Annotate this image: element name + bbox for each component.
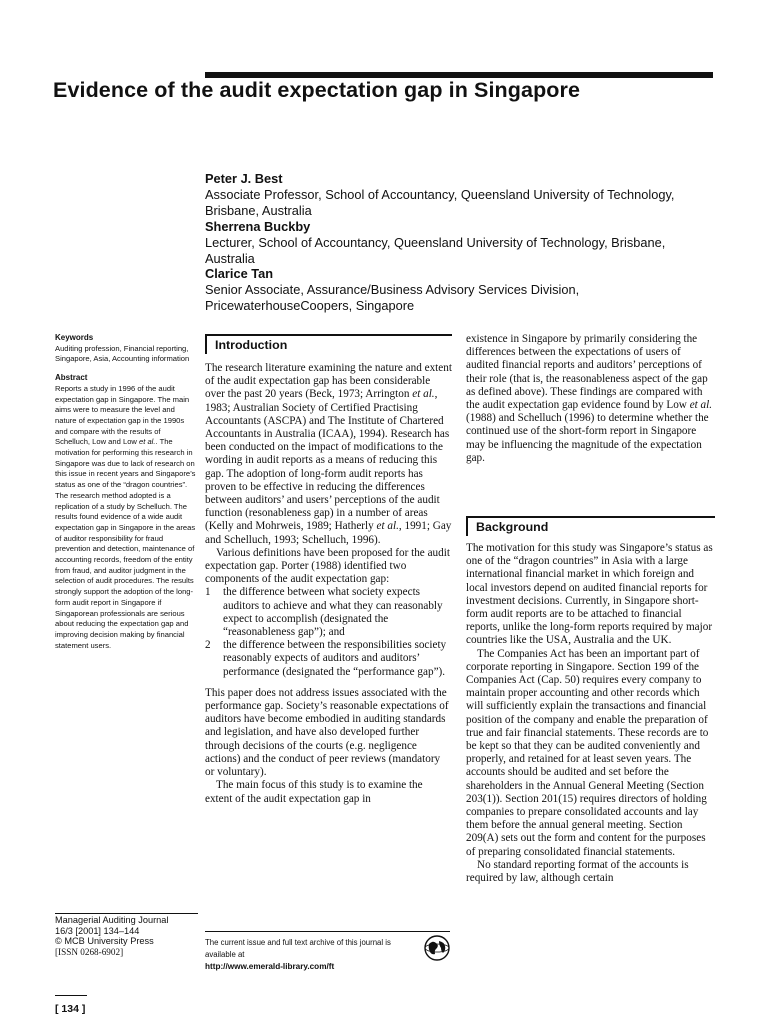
keywords-text: Auditing profession, Financial reporting, Singapore, Asia, Accounting information [55, 343, 190, 364]
journal-rule [55, 913, 198, 914]
background-heading: Background [466, 516, 715, 536]
page-rule [55, 995, 87, 996]
journal-name: Managerial Auditing Journal [55, 915, 169, 925]
author-block [205, 171, 710, 314]
paragraph: The Companies Act has been an important part of corporate reporting in Singapore. Section 199 of the Companies Act (Cap. 50) requires every company to maintain proper accounting and other records which will sufficiently explain the transactions and financial position of the company and enable the preparation of true and fair financial statements. These records are to be kept so that they can be audited conveniently and properly, and retained for at least seven years. The accounts should be audited and set before the shareholders in the Annual General Meeting (Section 203(1)). Section 201(15) requires directors of holding companies to prepare consolidated accounts and lay them before the annual general meeting. Section 209(A) sets out the form and content for the purposes of preparing consolidated financial statements. [466, 647, 709, 858]
author-affiliation: Associate Professor, School of Accountancy, Queensland University of Technology, Brisbane, Australia [205, 186, 675, 218]
journal-issue: 16/3 [2001] 134–144 [55, 925, 140, 936]
paragraph: This paper does not address issues associated with the performance gap. Society’s reasonable expectations of auditors have become embodied in auditing standards and legislation, and have also developed further through decisions of the courts (e.g. negligence actions) and the conduct of peer reviews (mandatory or voluntary). [205, 686, 449, 779]
paragraph: No standard reporting format of the accounts is required by law, although certain [466, 858, 689, 885]
author-affiliation: Lecturer, School of Accountancy, Queensland University of Technology, Brisbane, Australia [205, 234, 666, 266]
paragraph: The main focus of this study is to examine the extent of the audit expectation gap in [205, 779, 423, 805]
column-left [205, 362, 452, 806]
abstract-heading: Abstract [55, 373, 88, 383]
paragraph: Various definitions have been proposed for the audit expectation gap. Porter (1988) identified two components of the audit expectation gap: [205, 546, 450, 586]
sidebar [55, 333, 197, 651]
author-name: Clarice Tan [205, 266, 274, 282]
column-right-lower [466, 542, 715, 885]
journal-info [55, 915, 200, 958]
list-item: 2 the difference between the responsibilities society reasonably expects of auditors and auditors’ performance (designated the “performance gap”). [205, 639, 447, 678]
keywords-heading: Keywords [55, 333, 94, 342]
footer-link[interactable]: http://www.emerald-library.com/ft [205, 962, 335, 972]
paper-title: Evidence of the audit expectation gap in Singapore [53, 78, 581, 102]
author-affiliation: Senior Associate, Assurance/Business Advisory Services Division, PricewaterhouseCoopers, Singapore [205, 282, 580, 314]
paragraph: The research literature examining the nature and extent of the audit expectation gap has been considerable over the past 20 years (Beck, 1973; Arrington et al., 1983; Australian Society of Certified Practising Accountants (ASCPA) and The Institute of Chartered Accountants in Australia (ICAA), 1994). Research has been conducted on the impact of modifications to the wording in audit reports as a means of reducing this gap. The adoption of long-form audit reports has proven to be effective in reducing the differences between auditors’ and users’ perceptions of the audit function (resonableness gap) in a number of areas (Kelly and Mohrweis, 1989; Hatherly et al., 1991; Gay and Schelluch, 1993; Schelluch, 1996). [205, 362, 452, 546]
globe-icon [424, 935, 450, 961]
abstract-text: Reports a study in 1996 of the audit expectation gap in Singapore. The main aims were to measure the level and nature of expectation gap in the 1990s and compare with the results of Schelluch, Low and Low et al.. The motivation for performing this research in Singapore was due to lack of research on this issue in recent years and Singapore’s status as one of the “dragon countries”. The research method adopted is a replication of a study by Schelluch. The results found evidence of a wide audit expectation gap in Singapore in the areas of auditor responsibility for fraud prevention and detection, maintenance of accounting records, freedom of the entity from fraud, and auditor judgment in the selection of audit procedures. The results strongly support the adoption of the long-form audit report in Singapore if Singaporean professionals are serious about reducing the expectation gap and improving decision making by financial statement users. [55, 383, 196, 650]
footer-note [205, 937, 420, 974]
author-name: Sherrena Buckby [205, 218, 311, 234]
paragraph: existence in Singapore by primarily considering the differences between the expectations of users of audited financial reports and auditors’ perceptions of their role (that is, the reasonableness aspect of the gap as defined above). These findings are compared with the audit expectation gap evidence found by Low et al. (1988) and Schelluch (1996) to determine whether the continued use of the short-form report in Singapore may be influencing the magnitude of the expectation gap. [466, 333, 713, 464]
page-number: [ 134 ] [55, 1003, 86, 1015]
author-name: Peter J. Best [205, 171, 283, 186]
introduction-heading: Introduction [205, 334, 452, 354]
paragraph: The motivation for this study was Singapore’s status as one of the “dragon countries” in Asia with a large international financial market in which foreign and local investors depend on audited financial reports for investment decisions. Currently, in Singapore short-form audit reports are to be attached to financial reports, unlike the long-form reports required by major countries like the USA, Australia and the UK. [466, 542, 713, 647]
footer-text: The current issue and full text archive of this journal is available at [205, 938, 391, 960]
journal-issn: [ISSN 0268-6902] [55, 947, 124, 958]
numbered-list [205, 586, 452, 678]
column-right [466, 333, 715, 465]
journal-publisher: MCB University Press [64, 936, 154, 947]
footer-rule [205, 931, 450, 932]
copyright-icon: © [55, 936, 62, 947]
list-item: 1 the difference between what society expects auditors to achieve and what they can reasonably expect to accomplish (designated the “reasonableness gap”); and [205, 586, 443, 639]
